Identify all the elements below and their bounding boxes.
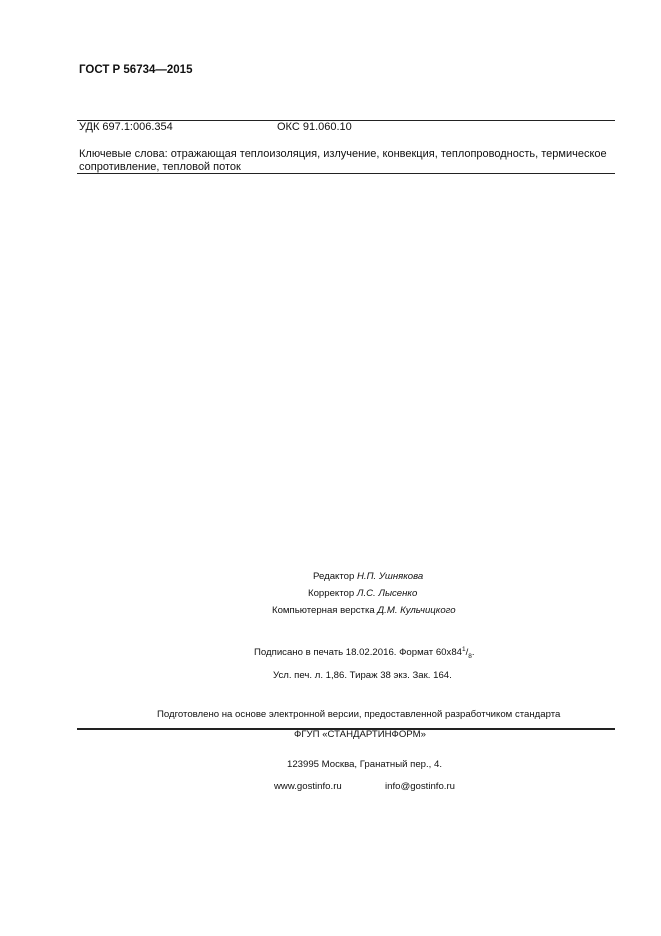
print-info: Усл. печ. л. 1,86. Тираж 38 экз. Зак. 164. xyxy=(273,670,452,681)
prepared-note: Подготовлено на основе электронной версии, предоставленной разработчиком стандарта xyxy=(157,709,561,720)
layout-credit xyxy=(272,605,456,616)
publisher-name: ФГУП «СТАНДАРТИНФОРМ» xyxy=(294,729,426,740)
format-sub: 8 xyxy=(468,652,472,660)
signed-info: Подписано в печать 18.02.2016. Формат $60x84^1/_8$. xyxy=(254,645,475,660)
corrector-label: Корректор xyxy=(308,588,355,599)
format-sup: 1 xyxy=(462,645,466,653)
keywords xyxy=(79,148,615,174)
editor-name: Н.П. Ушнякова xyxy=(356,571,424,582)
email-link[interactable]: info@gostinfo.ru xyxy=(385,781,456,792)
oks-code: ОКС 91.060.10 xyxy=(277,121,352,133)
publisher-address: 123995 Москва, Гранатный пер., 4. xyxy=(287,759,442,770)
standard-code: ГОСТ Р 56734—2015 xyxy=(79,64,193,76)
layout-name: Д.М. Кульчицкого xyxy=(377,605,456,616)
udk-code: УДК 697.1:006.354 xyxy=(79,121,173,133)
signed-text: Подписано в печать 18.02.2016. Формат 60x84 xyxy=(254,647,462,658)
keywords-line-2: сопротивление, тепловой поток xyxy=(79,161,241,173)
layout-label: Компьютерная верстка xyxy=(272,605,375,616)
editor-label: Редактор xyxy=(313,571,355,582)
corrector-credit xyxy=(308,588,417,599)
corrector-name: Л.С. Лысенко xyxy=(356,588,418,599)
keywords-line-1: Ключевые слова: отражающая теплоизоляция, излучение, конвекция, теплопроводность, термическое xyxy=(79,148,607,160)
keywords-rule xyxy=(77,173,615,174)
editor-credit xyxy=(313,571,423,582)
website-link[interactable]: www.gostinfo.ru xyxy=(274,781,342,792)
